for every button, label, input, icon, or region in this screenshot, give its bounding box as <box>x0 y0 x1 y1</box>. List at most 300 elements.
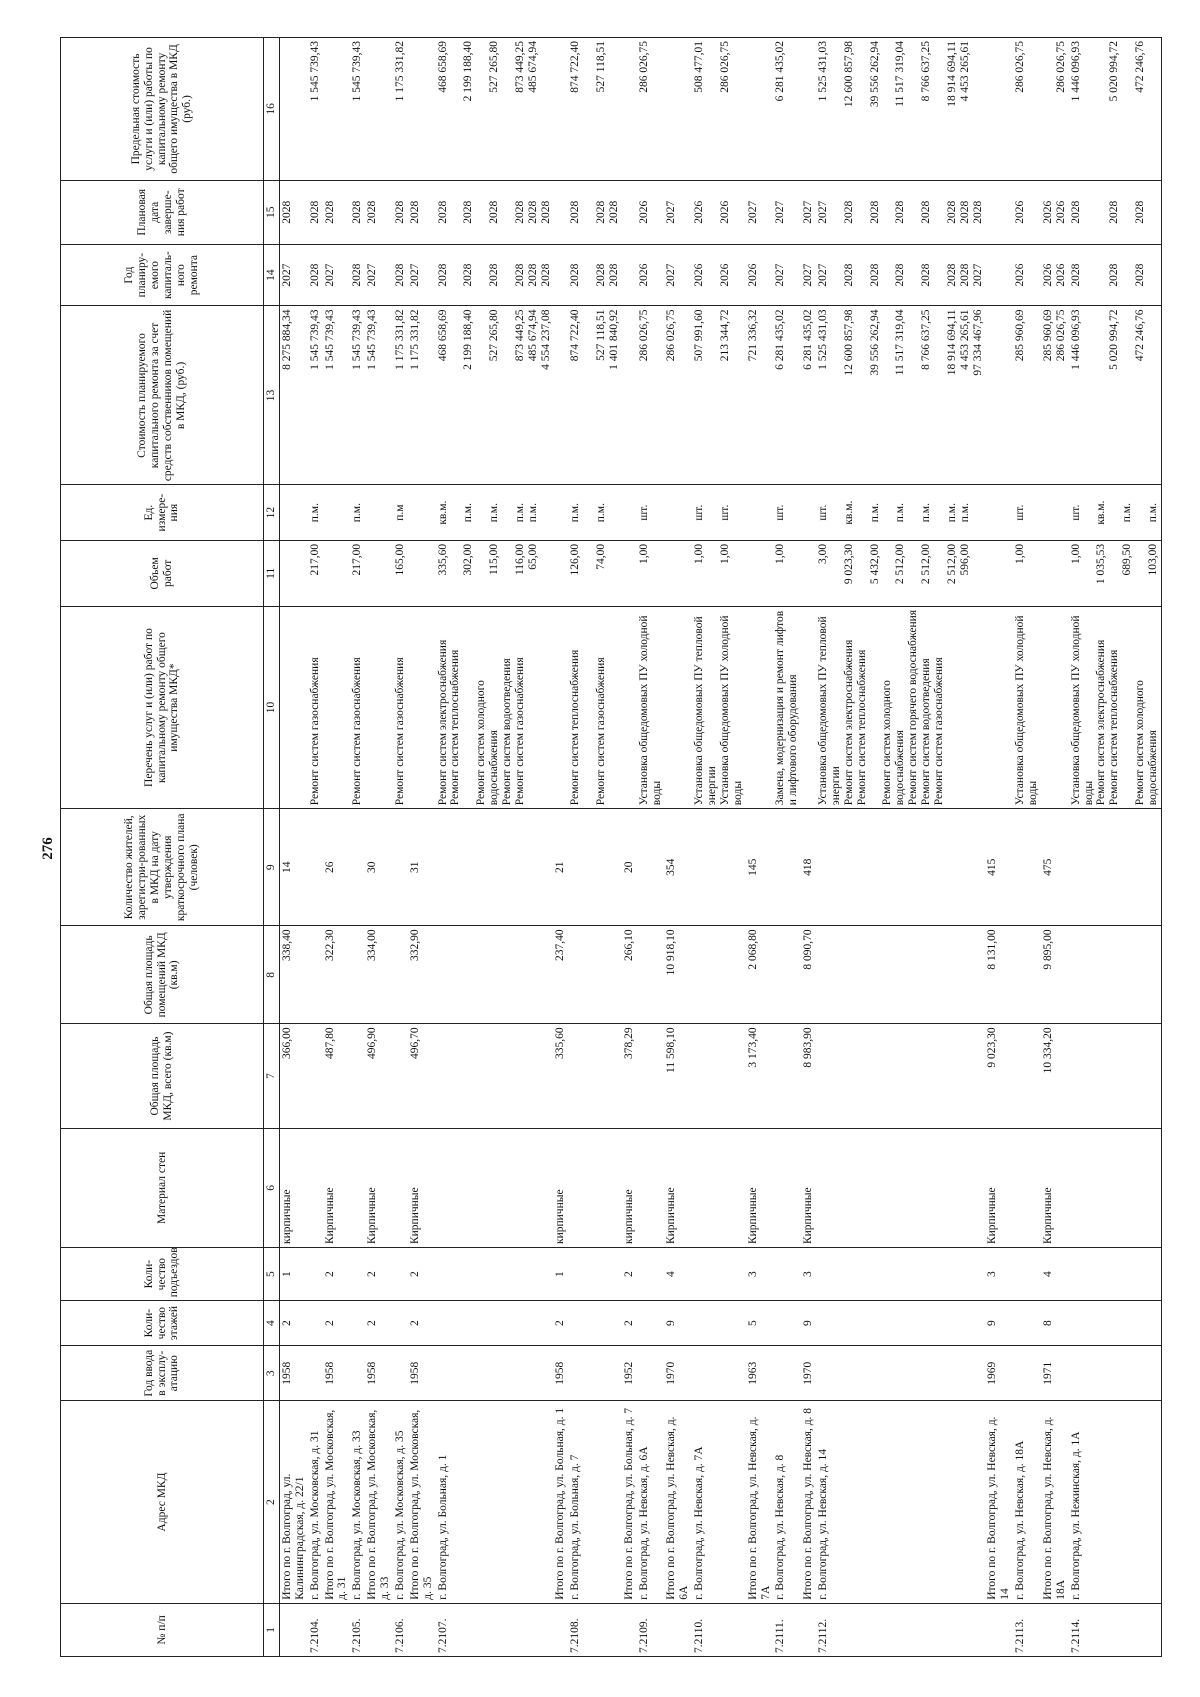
cell-col-11 <box>408 540 436 606</box>
cell-col-6 <box>773 1128 801 1247</box>
cell-col-10 <box>323 606 351 808</box>
cell-col-3 <box>568 1346 622 1401</box>
cell-col-11: 217,00 <box>308 540 323 606</box>
cell-col-2: г. Волгоград, ул. Больная, д. 1 <box>436 1401 554 1603</box>
cell-col-1 <box>664 1603 692 1656</box>
column-header-1: № п/п <box>61 1603 264 1656</box>
header-row <box>61 38 264 1657</box>
cell-col-3 <box>773 1346 801 1401</box>
cell-col-13: 1 545 739,43 <box>365 306 393 485</box>
cell-col-10: Установка общедомовых ПУ холодной воды <box>637 606 665 808</box>
cell-col-6 <box>1069 1128 1162 1247</box>
cell-col-16 <box>622 38 637 181</box>
cell-col-7 <box>436 1024 554 1128</box>
cell-col-8: 8 090,70 <box>801 926 816 1024</box>
cell-col-3 <box>1013 1346 1041 1401</box>
table-body <box>279 38 1161 1657</box>
cell-col-6: кирпичные <box>553 1128 568 1247</box>
cell-col-3: 1970 <box>664 1346 692 1401</box>
cell-col-14: 2027 2028 2028 2028 2028 2028 2028 2027 <box>816 244 985 306</box>
cell-col-1: 7.2104. <box>308 1603 323 1656</box>
cell-col-7 <box>308 1024 323 1128</box>
cell-col-13 <box>553 306 568 485</box>
cell-col-7: 487,80 <box>323 1024 351 1128</box>
cell-col-7: 335,60 <box>553 1024 568 1128</box>
cell-col-9 <box>350 809 365 926</box>
column-number-8: 8 <box>264 926 280 1024</box>
cell-col-6: Кирпичные <box>985 1128 1013 1247</box>
cell-col-5: 3 <box>801 1248 816 1301</box>
cell-col-5 <box>350 1248 365 1301</box>
cell-col-7: 11 598,10 <box>664 1024 692 1128</box>
cell-col-6 <box>393 1128 408 1247</box>
cell-col-10 <box>664 606 692 808</box>
cell-col-10: Ремонт систем теплоснабжения Ремонт систем газоснабжения <box>568 606 622 808</box>
column-number-1: 1 <box>264 1603 280 1656</box>
column-header-4: Коли-чество этажей <box>61 1301 264 1346</box>
cell-col-5 <box>436 1248 554 1301</box>
cell-col-4: 2 <box>279 1301 307 1346</box>
column-header-9: Количество жителей, зарегистри-рованных в МКД на дату утверждения краткосрочного плана (человек) <box>61 809 264 926</box>
table-row <box>279 38 307 1657</box>
cell-col-3: 1963 <box>746 1346 774 1401</box>
cell-col-1 <box>365 1603 393 1656</box>
cell-col-5: 3 <box>985 1248 1013 1301</box>
cell-col-11: 1,00 <box>773 540 801 606</box>
cell-col-14 <box>622 244 637 306</box>
cell-col-13: 285 960,69 <box>1013 306 1041 485</box>
cell-col-5 <box>692 1248 746 1301</box>
cell-col-7 <box>1069 1024 1162 1128</box>
cell-col-13: 874 722,40 527 118,51 1 401 840,92 <box>568 306 622 485</box>
cell-col-9 <box>1013 809 1041 926</box>
cell-col-7: 8 983,90 <box>801 1024 816 1128</box>
cell-col-8 <box>436 926 554 1024</box>
cell-col-4 <box>308 1301 323 1346</box>
cell-col-9 <box>1069 809 1162 926</box>
cell-col-2: г. Волгоград, ул. Невская, д. 14 <box>816 1401 985 1603</box>
cell-col-14: 2027 <box>408 244 436 306</box>
column-number-11: 11 <box>264 540 280 606</box>
cell-col-8 <box>637 926 665 1024</box>
cell-col-6: Кирпичные <box>801 1128 816 1247</box>
cell-col-15: 2028 <box>365 180 393 244</box>
cell-col-10 <box>746 606 774 808</box>
cell-col-14: 2027 <box>279 244 307 306</box>
cell-col-7 <box>393 1024 408 1128</box>
column-number-16: 16 <box>264 38 280 181</box>
cell-col-9: 30 <box>365 809 393 926</box>
cell-col-14: 2026 <box>1013 244 1041 306</box>
cell-col-7 <box>568 1024 622 1128</box>
cell-col-7 <box>350 1024 365 1128</box>
cell-col-12: кв.м. п.м. п.м. п.м. п.м. <box>436 485 554 540</box>
column-header-12: Ед. измере-ния <box>61 485 264 540</box>
cell-col-12 <box>985 485 1013 540</box>
cell-col-11: 3,00 9 023,30 5 432,00 2 512,00 2 512,00 2 512,00 596,00 <box>816 540 985 606</box>
column-number-3: 3 <box>264 1346 280 1401</box>
cell-col-3 <box>308 1346 323 1401</box>
cell-col-9: 354 <box>664 809 692 926</box>
cell-col-6: Кирпичные <box>408 1128 436 1247</box>
cell-col-1 <box>1041 1603 1069 1656</box>
cell-col-8 <box>692 926 746 1024</box>
cell-col-8: 338,40 <box>279 926 307 1024</box>
cell-col-15: 2028 <box>308 180 323 244</box>
cell-col-14 <box>553 244 568 306</box>
cell-col-14: 2028 2028 2028 <box>568 244 622 306</box>
cell-col-6: Кирпичные <box>664 1128 692 1247</box>
column-header-10: Перечень услуг и (или) работ по капитальному ремонту общего имущества МКД* <box>61 606 264 808</box>
cell-col-16: 286 026,75 <box>637 38 665 181</box>
cell-col-3: 1970 <box>801 1346 816 1401</box>
cell-col-14: 2028 <box>350 244 365 306</box>
cell-col-9: 20 <box>622 809 637 926</box>
cell-col-2: г. Волгоград, ул. Московская, д. 31 <box>308 1401 323 1603</box>
cell-col-14 <box>985 244 1013 306</box>
cell-col-4 <box>1013 1301 1041 1346</box>
cell-col-8: 10 918,10 <box>664 926 692 1024</box>
cell-col-6 <box>816 1128 985 1247</box>
cell-col-12: шт. кв.м. п.м. п.м. п.м. п.м. п.м. <box>816 485 985 540</box>
cell-col-16 <box>746 38 774 181</box>
cell-col-7: 496,70 <box>408 1024 436 1128</box>
cell-col-3 <box>350 1346 365 1401</box>
cell-col-4: 8 <box>1041 1301 1069 1346</box>
cell-col-16: 874 722,40 527 118,51 <box>568 38 622 181</box>
table-row <box>553 38 568 1657</box>
cell-col-15 <box>985 180 1013 244</box>
cell-col-10 <box>365 606 393 808</box>
table-row <box>622 38 637 1657</box>
cell-col-10: Ремонт систем газоснабжения <box>393 606 408 808</box>
cell-col-14: 2027 <box>664 244 692 306</box>
cell-col-15: 2027 <box>801 180 816 244</box>
cell-col-16 <box>553 38 568 181</box>
cell-col-1 <box>323 1603 351 1656</box>
cell-col-9: 475 <box>1041 809 1069 926</box>
cell-col-14: 2028 <box>308 244 323 306</box>
column-number-2: 2 <box>264 1401 280 1603</box>
cell-col-4: 9 <box>664 1301 692 1346</box>
cell-col-1: 7.2114. <box>1069 1603 1162 1656</box>
cell-col-10: Ремонт систем газоснабжения <box>350 606 365 808</box>
cell-col-13: 1 545 739,43 <box>323 306 351 485</box>
column-header-16: Предельная стоимость услуги и (или) работы по капитальному ремонту общего имущества в МКД (руб.) <box>61 38 264 181</box>
cell-col-15: 2028 <box>323 180 351 244</box>
table-header <box>61 38 280 1657</box>
cell-col-6: Кирпичные <box>323 1128 351 1247</box>
cell-col-15 <box>622 180 637 244</box>
cell-col-15: 2027 <box>664 180 692 244</box>
cell-col-9: 26 <box>323 809 351 926</box>
cell-col-8 <box>393 926 408 1024</box>
column-number-13: 13 <box>264 306 280 485</box>
cell-col-15: 2028 <box>279 180 307 244</box>
cell-col-1: 7.2113. <box>1013 1603 1041 1656</box>
cell-col-2: г. Волгоград, ул. Невская, д. 8 <box>773 1401 801 1603</box>
cell-col-4: 2 <box>365 1301 393 1346</box>
cell-col-9 <box>308 809 323 926</box>
cell-col-11 <box>622 540 637 606</box>
cell-col-6: Кирпичные <box>1041 1128 1069 1247</box>
cell-col-12: п.м. <box>308 485 323 540</box>
cell-col-8 <box>1013 926 1041 1024</box>
column-number-7: 7 <box>264 1024 280 1128</box>
cell-col-3: 1958 <box>365 1346 393 1401</box>
cell-col-7: 9 023,30 <box>985 1024 1013 1128</box>
cell-col-3: 1958 <box>323 1346 351 1401</box>
cell-col-2: Итого по г. Волгоград, ул. Калининградская, д. 22/1 <box>279 1401 307 1603</box>
cell-col-10: Установка общедомовых ПУ холодной воды Ремонт систем электроснабжения Ремонт систем теплоснабжения Ремонт систем холодного водоснабжения <box>1069 606 1162 808</box>
cell-col-2: Итого по г. Волгоград, ул. Невская, д. 18А <box>1041 1401 1069 1603</box>
cell-col-6: кирпичные <box>622 1128 637 1247</box>
cell-col-12 <box>408 485 436 540</box>
cell-col-3 <box>436 1346 554 1401</box>
cell-col-10 <box>985 606 1013 808</box>
column-number-6: 6 <box>264 1128 280 1247</box>
cell-col-6: кирпичные <box>279 1128 307 1247</box>
cell-col-5: 1 <box>553 1248 568 1301</box>
cell-col-14: 2028 <box>393 244 408 306</box>
cell-col-12: шт. кв.м. п.м. п.м. <box>1069 485 1162 540</box>
cell-col-16: 468 658,69 2 199 188,40 527 265,80 873 449,25 485 674,94 <box>436 38 554 181</box>
cell-col-7 <box>773 1024 801 1128</box>
cell-col-14: 2026 2026 <box>692 244 746 306</box>
cell-col-4: 2 <box>323 1301 351 1346</box>
cell-col-13: 1 175 331,82 <box>408 306 436 485</box>
cell-col-16: 1 175 331,82 <box>393 38 408 181</box>
cell-col-15: 2026 2026 <box>692 180 746 244</box>
cell-col-11: 165,00 <box>393 540 408 606</box>
cell-col-14: 2028 2028 2028 <box>1069 244 1162 306</box>
cell-col-13: 1 545 739,43 <box>350 306 365 485</box>
cell-col-3 <box>692 1346 746 1401</box>
cell-col-9 <box>692 809 746 926</box>
cell-col-4 <box>1069 1301 1162 1346</box>
cell-col-11 <box>801 540 816 606</box>
cell-col-16 <box>408 38 436 181</box>
cell-col-10: Ремонт систем электроснабжения Ремонт систем теплоснабжения Ремонт систем холодного водоснабжения Ремонт систем водоотведения Ремонт систем газоснабжения <box>436 606 554 808</box>
cell-col-7 <box>816 1024 985 1128</box>
column-number-4: 4 <box>264 1301 280 1346</box>
cell-col-12: шт. <box>773 485 801 540</box>
cell-col-8: 237,40 <box>553 926 568 1024</box>
cell-col-9: 145 <box>746 809 774 926</box>
cell-col-13: 6 281 435,02 <box>801 306 816 485</box>
cell-col-2: Итого по г. Волгоград, ул. Больная, д. 1 <box>553 1401 568 1603</box>
cell-col-15: 2028 2028 2028 2028 2028 2028 <box>436 180 554 244</box>
cell-col-12 <box>664 485 692 540</box>
cell-col-5 <box>308 1248 323 1301</box>
table-row <box>408 38 436 1657</box>
column-number-row <box>264 38 280 1657</box>
cell-col-1: 7.2110. <box>692 1603 746 1656</box>
cell-col-3 <box>393 1346 408 1401</box>
column-number-9: 9 <box>264 809 280 926</box>
cell-col-10 <box>1041 606 1069 808</box>
cell-col-6: Кирпичные <box>365 1128 393 1247</box>
cell-col-10: Ремонт систем газоснабжения <box>308 606 323 808</box>
cell-col-2: Итого по г. Волгоград, ул. Больная, д. 7 <box>622 1401 637 1603</box>
cell-col-11: 126,00 74,00 <box>568 540 622 606</box>
cell-col-2: г. Волгоград, ул. Московская, д. 33 <box>350 1401 365 1603</box>
cell-col-11 <box>664 540 692 606</box>
cell-col-13 <box>985 306 1013 485</box>
column-number-12: 12 <box>264 485 280 540</box>
cell-col-5 <box>568 1248 622 1301</box>
cell-col-11: 217,00 <box>350 540 365 606</box>
cell-col-6 <box>308 1128 323 1247</box>
cell-col-4 <box>692 1301 746 1346</box>
page-number: 276 <box>40 837 56 860</box>
cell-col-5 <box>1069 1248 1162 1301</box>
cell-col-13 <box>622 306 637 485</box>
cell-col-2: г. Волгоград, ул. Невская, д. 6А <box>637 1401 665 1603</box>
cell-col-6: Кирпичные <box>746 1128 774 1247</box>
cell-col-12 <box>746 485 774 540</box>
cell-col-3 <box>816 1346 985 1401</box>
cell-col-16 <box>323 38 351 181</box>
cell-col-8 <box>1069 926 1162 1024</box>
cell-col-12: п.м. п.м. <box>568 485 622 540</box>
table-row <box>436 38 554 1657</box>
table-row <box>637 38 665 1657</box>
table-row <box>816 38 985 1657</box>
cell-col-16: 508 477,01 286 026,75 <box>692 38 746 181</box>
column-header-11: Объем работ <box>61 540 264 606</box>
cell-col-6 <box>1013 1128 1041 1247</box>
cell-col-12 <box>622 485 637 540</box>
cell-col-7: 378,29 <box>622 1024 637 1128</box>
cell-col-5 <box>1013 1248 1041 1301</box>
column-header-14: Год планиру-емого капиталь-ного ремонта <box>61 244 264 306</box>
cell-col-3: 1958 <box>279 1346 307 1401</box>
cell-col-9: 14 <box>279 809 307 926</box>
cell-col-16: 1 525 431,03 12 600 857,98 39 556 262,94 11 517 319,04 8 766 637,25 18 914 694,11 4 453 265,61 <box>816 38 985 181</box>
cell-col-14: 2026 2026 <box>1041 244 1069 306</box>
cell-col-3: 1969 <box>985 1346 1013 1401</box>
cell-col-5 <box>773 1248 801 1301</box>
cell-col-12 <box>553 485 568 540</box>
cell-col-7: 3 173,40 <box>746 1024 774 1128</box>
cell-col-8: 266,10 <box>622 926 637 1024</box>
cell-col-13: 8 275 884,34 <box>279 306 307 485</box>
column-header-6: Материал стен <box>61 1128 264 1247</box>
table-row <box>393 38 408 1657</box>
column-header-15: Плановая дата заверше-ния работ <box>61 180 264 244</box>
cell-col-4: 2 <box>408 1301 436 1346</box>
cell-col-8 <box>568 926 622 1024</box>
cell-col-2: Итого по г. Волгоград, ул. Невская, д. 8 <box>801 1401 816 1603</box>
cell-col-14: 2026 <box>637 244 665 306</box>
cell-col-7 <box>692 1024 746 1128</box>
cell-col-14: 2028 2028 2028 2028 2028 2028 <box>436 244 554 306</box>
column-header-8: Общая площадь помещений МКД (кв.м) <box>61 926 264 1024</box>
cell-col-4 <box>568 1301 622 1346</box>
cell-col-10 <box>801 606 816 808</box>
cell-col-12 <box>323 485 351 540</box>
cell-col-13: 1 525 431,03 12 600 857,98 39 556 262,94 11 517 319,04 8 766 637,25 18 914 694,11 4 453 265,61 97 334 467,96 <box>816 306 985 485</box>
table-row <box>773 38 801 1657</box>
cell-col-11 <box>1041 540 1069 606</box>
cell-col-2: Итого по г. Волгоград, ул. Московская, д. 31 <box>323 1401 351 1603</box>
cell-col-15: 2026 2026 <box>1041 180 1069 244</box>
cell-col-16 <box>985 38 1013 181</box>
cell-col-11: 1,00 1 035,53 689,50 103,00 <box>1069 540 1162 606</box>
table-row <box>801 38 816 1657</box>
cell-col-2: Итого по г. Волгоград, ул. Невская, д. 7А <box>746 1401 774 1603</box>
table-row <box>664 38 692 1657</box>
cell-col-12: шт. <box>1013 485 1041 540</box>
cell-col-16: 286 026,75 <box>1041 38 1069 181</box>
table-row <box>746 38 774 1657</box>
cell-col-10 <box>279 606 307 808</box>
cell-col-6 <box>350 1128 365 1247</box>
cell-col-2: г. Волгоград, ул. Невская, д. 18А <box>1013 1401 1041 1603</box>
cell-col-4: 9 <box>801 1301 816 1346</box>
cell-col-8: 9 895,00 <box>1041 926 1069 1024</box>
column-number-5: 5 <box>264 1248 280 1301</box>
cell-col-2: г. Волгоград, ул. Нежинская, д. 1А <box>1069 1401 1162 1603</box>
cell-col-9 <box>637 809 665 926</box>
table-row <box>692 38 746 1657</box>
cell-col-10: Установка общедомовых ПУ тепловой энергии Ремонт систем электроснабжения Ремонт систем теплоснабжения Ремонт систем холодного водоснабжения Ремонт систем горячего водоснабжения Ремонт систем водоотведения Ремонт систем газоснабжения <box>816 606 985 808</box>
column-header-7: Общая площадь МКД, всего (кв.м) <box>61 1024 264 1128</box>
cell-col-6 <box>436 1128 554 1247</box>
cell-col-16: 286 026,75 <box>1013 38 1041 181</box>
cell-col-9: 31 <box>408 809 436 926</box>
cell-col-4: 9 <box>985 1301 1013 1346</box>
cell-col-11: 1,00 <box>1013 540 1041 606</box>
cell-col-10: Установка общедомовых ПУ холодной воды <box>1013 606 1041 808</box>
cell-col-3 <box>1069 1346 1162 1401</box>
cell-col-5: 3 <box>746 1248 774 1301</box>
cell-col-5: 2 <box>408 1248 436 1301</box>
cell-col-5: 2 <box>323 1248 351 1301</box>
cell-col-6 <box>568 1128 622 1247</box>
repair-plan-table <box>60 37 1162 1657</box>
cell-col-4 <box>773 1301 801 1346</box>
cell-col-8: 334,00 <box>365 926 393 1024</box>
cell-col-16 <box>664 38 692 181</box>
cell-col-15 <box>553 180 568 244</box>
cell-col-4 <box>350 1301 365 1346</box>
cell-col-15: 2028 <box>408 180 436 244</box>
cell-col-11 <box>365 540 393 606</box>
table-row <box>1041 38 1069 1657</box>
cell-col-10 <box>408 606 436 808</box>
cell-col-2: Итого по г. Волгоград, ул. Московская, д. 33 <box>365 1401 393 1603</box>
column-header-3: Год ввода в эксплу-атацию <box>61 1346 264 1401</box>
cell-col-2: г. Волгоград, ул. Московская, д. 35 <box>393 1401 408 1603</box>
cell-col-13: 721 336,32 <box>746 306 774 485</box>
column-header-5: Коли-чество подъездов <box>61 1248 264 1301</box>
table-row <box>568 38 622 1657</box>
cell-col-11 <box>985 540 1013 606</box>
cell-col-1 <box>985 1603 1013 1656</box>
cell-col-2: г. Волгоград, ул. Невская, д. 7А <box>692 1401 746 1603</box>
cell-col-14: 2026 <box>746 244 774 306</box>
cell-col-1: 7.2111. <box>773 1603 801 1656</box>
cell-col-5: 4 <box>1041 1248 1069 1301</box>
cell-col-1: 7.2107. <box>436 1603 554 1656</box>
cell-col-12 <box>1041 485 1069 540</box>
cell-col-11 <box>323 540 351 606</box>
cell-col-11: 335,60 302,00 115,00 116,00 65,00 <box>436 540 554 606</box>
cell-col-11 <box>279 540 307 606</box>
cell-col-7: 10 334,20 <box>1041 1024 1069 1128</box>
